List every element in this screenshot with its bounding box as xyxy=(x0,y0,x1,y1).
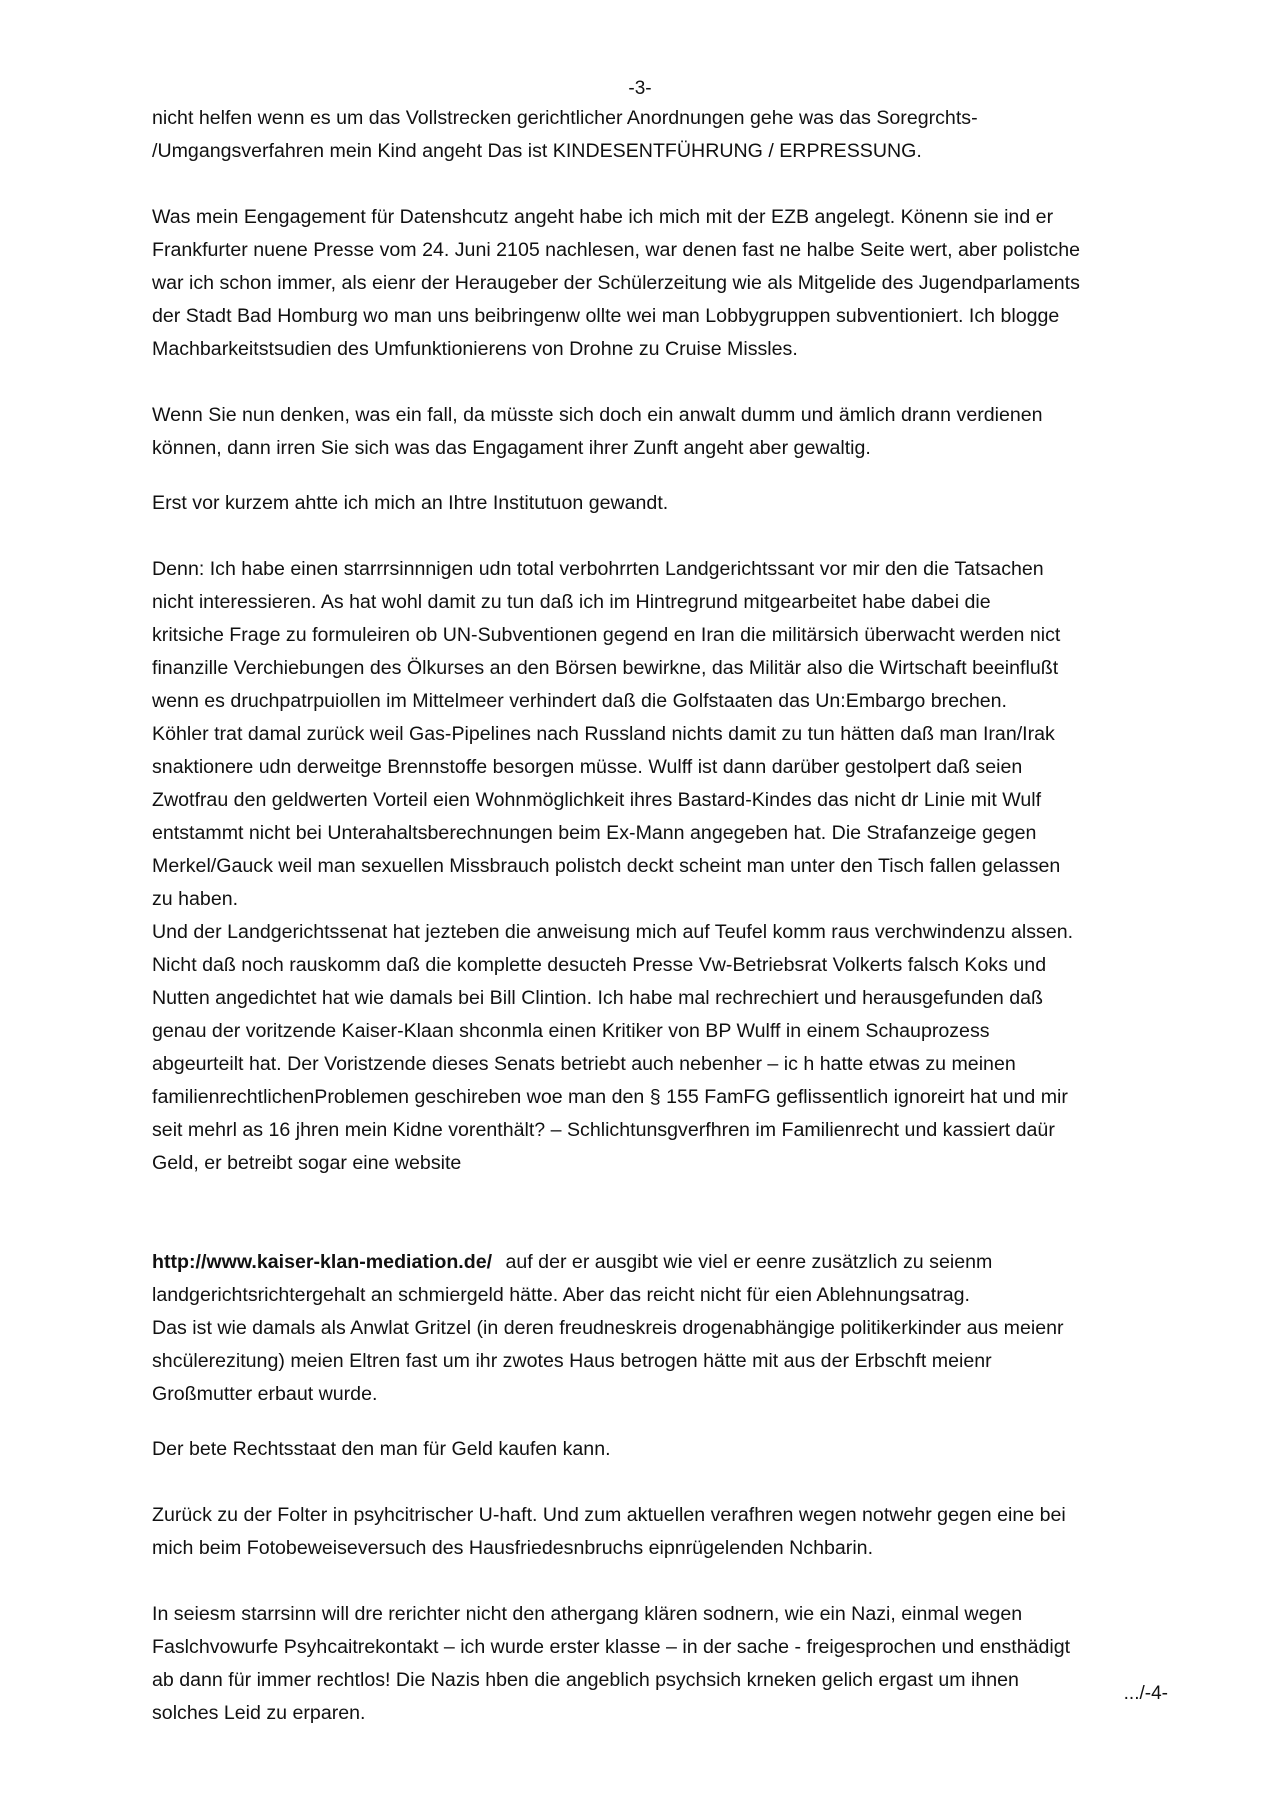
text-line: Faslchvowurfe Psyhcaitrekontakt – ich wurde erster klasse – in der sache - freigesprochen und ensthädigt xyxy=(152,1636,1071,1658)
text-line: entstammt nicht bei Unterahaltsberechnungen beim Ex-Mann angegeben hat. Die Strafanzeige gegen xyxy=(152,822,1037,844)
text-line: Köhler trat damal zurück weil Gas-Pipelines nach Russland nichts damit zu tun hätten daß man Iran/Irak xyxy=(152,723,1055,745)
text-line: der Stadt Bad Homburg wo man uns beibringenw ollte wei man Lobbygruppen subventioniert. Ich blogge xyxy=(152,305,1060,327)
text-line xyxy=(152,1180,1182,1213)
paragraph xyxy=(152,1433,1182,1466)
text-line: kritsiche Frage zu formuleiren ob UN-Subventionen gegend en Iran die militärsich überwacht werden nict xyxy=(152,624,1061,646)
text-line: seit mehrl as 16 jhren mein Kidne vorenthält? – Schlichtunsgverfhren im Familienrecht und kassiert daür xyxy=(152,1119,1055,1141)
paragraph xyxy=(152,399,1182,465)
text-line: finanzille Verchiebungen des Ölkurses an den Börsen bewirkne, das Militär also die Wirtschaft beeinflußt xyxy=(152,657,1059,679)
text-line: mich beim Fotobeweiseversuch des Hausfriedesnbruchs eipnrügelenden Nchbarin. xyxy=(152,1537,874,1559)
text-line: Denn: Ich habe einen starrrsinnnigen udn total verbohrrten Landgerichtssant vor mir den die Tatsachen xyxy=(152,558,1044,580)
text-line: Machbarkeitstsudien des Umfunktionierens von Drohne zu Cruise Missles. xyxy=(152,338,798,360)
text-line: nicht helfen wenn es um das Vollstrecken gerichtlicher Anordnungen gehe was das Soregrchts- xyxy=(152,107,978,129)
text-line: Der bete Rechtsstaat den man für Geld kaufen kann. xyxy=(152,1438,611,1460)
text-line-with-link xyxy=(152,1246,1182,1279)
text-line: Nutten angedichtet hat wie damals bei Bill Clintion. Ich habe mal rechrechiert und herausgefunden daß xyxy=(152,987,1043,1009)
text-line: Nicht daß noch rauskomm daß die komplette desucteh Presse Vw-Betriebsrat Volkerts falsch Koks und xyxy=(152,954,1047,976)
text-line: nicht interessieren. As hat wohl damit zu tun daß ich im Hintregrund mitgearbeitet habe dabei die xyxy=(152,591,991,613)
text-line: können, dann irren Sie sich was das Engagament ihrer Zunft angeht aber gewaltig. xyxy=(152,437,871,459)
text-line: snaktionere udn derweitge Brennstoffe besorgen müsse. Wulff ist dann darüber gestolpert daß seien xyxy=(152,756,1023,778)
text-line: Das ist wie damals als Anwlat Gritzel (in deren freudneskreis drogenabhängige politikerkinder aus meienr xyxy=(152,1317,1064,1339)
text-line: solches Leid zu erparen. xyxy=(152,1702,366,1724)
text-line: familienrechtlichenProblemen geschireben woe man den § 155 FamFG geflissentlich ignoreirt hat und mir xyxy=(152,1086,1068,1108)
text-after-link: auf der er ausgibt wie viel er eenre zusätzlich zu seienm xyxy=(500,1251,993,1273)
text-line: genau der voritzende Kaiser-Klaan shconmla einen Kritiker von BP Wulff in einem Schauprozess xyxy=(152,1020,990,1042)
text-line: /Umgangsverfahren mein Kind angeht Das ist KINDESENTFÜHRUNG / ERPRESSUNG. xyxy=(152,140,922,162)
page-number-top: -3- xyxy=(628,78,652,99)
paragraph xyxy=(152,487,1182,520)
text-line: Zurück zu der Folter in psyhcitrischer U-haft. Und zum aktuellen verafhren wegen notwehr gegen eine bei xyxy=(152,1504,1066,1526)
website-link[interactable]: http://www.kaiser-klan-mediation.de/ xyxy=(152,1251,493,1273)
text-line: Wenn Sie nun denken, was ein fall, da müsste sich doch ein anwalt dumm und ämlich drann verdienen xyxy=(152,404,1043,426)
text-line: Geld, er betreibt sogar eine website xyxy=(152,1152,462,1174)
text-line: Erst vor kurzem ahtte ich mich an Ihtre Institutuon gewandt. xyxy=(152,492,669,514)
page-number-bottom: .../-4- xyxy=(1123,1683,1168,1704)
paragraph xyxy=(152,1499,1182,1565)
text-line: landgerichtsrichtergehalt an schmiergeld hätte. Aber das reicht nicht für eien Ablehnungsatrag. xyxy=(152,1284,970,1306)
paragraph xyxy=(152,102,1182,168)
text-line: Großmutter erbaut wurde. xyxy=(152,1383,378,1405)
text-line: Zwotfrau den geldwerten Vorteil eien Wohnmöglichkeit ihres Bastard-Kindes das nicht dr Linie mit Wulf xyxy=(152,789,1042,811)
text-line: In seiesm starrsinn will dre rerichter nicht den athergang klären sodnern, wie ein Nazi, einmal wegen xyxy=(152,1603,1023,1625)
paragraph xyxy=(152,1598,1182,1730)
letter-body xyxy=(152,102,1182,1730)
paragraph xyxy=(152,201,1182,366)
paragraph xyxy=(152,553,1182,1411)
text-line: war ich schon immer, als eienr der Heraugeber der Schülerzeitung wie als Mitgelide des Jugendparlaments xyxy=(152,272,1080,294)
text-line: Und der Landgerichtssenat hat jezteben die anweisung mich auf Teufel komm raus verchwindenzu alssen. xyxy=(152,921,1074,943)
text-line: abgeurteilt hat. Der Voristzende dieses Senats betriebt auch nebenher – ic h hatte etwas zu meinen xyxy=(152,1053,1016,1075)
text-line: Frankfurter nuene Presse vom 24. Juni 2105 nachlesen, war denen fast ne halbe Seite wert, aber polistche xyxy=(152,239,1080,261)
text-line: wenn es druchpatrpuiollen im Mittelmeer verhindert daß die Golfstaaten das Un:Embargo brechen. xyxy=(152,690,1007,712)
text-line: shcülerezitung) meien Eltren fast um ihr zwotes Haus betrogen hätte mit aus der Erbschft meienr xyxy=(152,1350,992,1372)
text-line: ab dann für immer rechtlos! Die Nazis hben die angeblich psychsich krneken gelich ergast um ihnen xyxy=(152,1669,1019,1691)
text-line xyxy=(152,1213,1182,1246)
text-line: Was mein Eengagement für Datenshcutz angeht habe ich mich mit der EZB angelegt. Könenn sie ind er xyxy=(152,206,1054,228)
text-line: Merkel/Gauck weil man sexuellen Missbrauch polistch deckt scheint man unter den Tisch fallen gelassen xyxy=(152,855,1061,877)
text-line: zu haben. xyxy=(152,888,239,910)
